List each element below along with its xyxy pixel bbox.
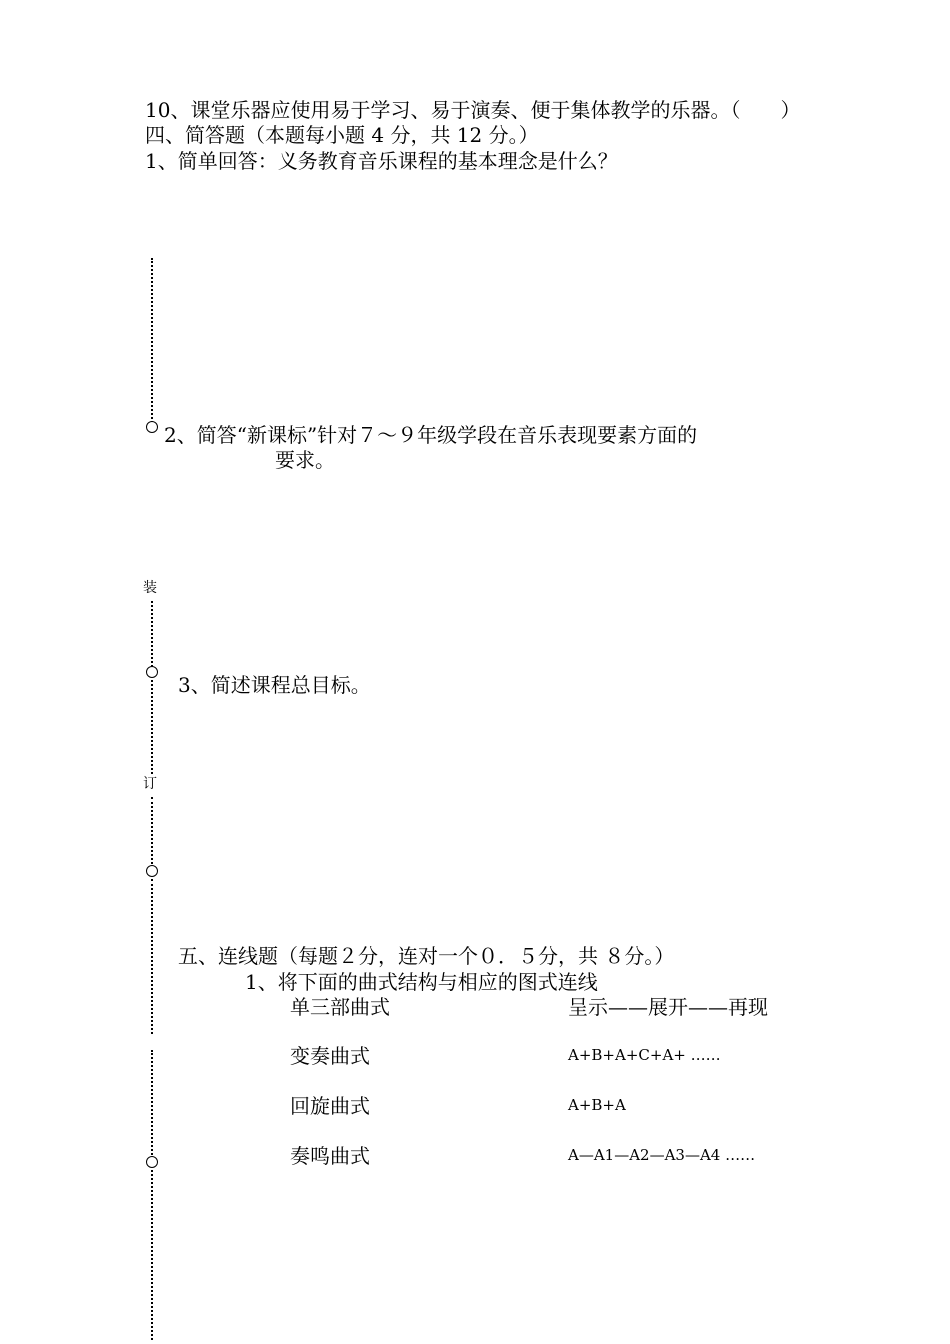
form-right-1: 呈示——展开——再现 (568, 995, 768, 1019)
form-right-2: A+B+A+C+A+ …… (568, 1046, 721, 1064)
binding-line-top (151, 258, 153, 423)
binding-line-4 (151, 797, 153, 864)
short-answer-2-line2: 要求。 (275, 448, 335, 472)
binding-char-ding: 订 (143, 776, 157, 792)
form-left-1: 单三部曲式 (290, 995, 390, 1019)
short-answer-3: 3、简述课程总目标。 (178, 673, 371, 697)
short-answer-2-line1: 2、简答“新课标”针对７～９年级学段在音乐表现要素方面的 (164, 423, 698, 447)
binding-ring-1 (146, 421, 158, 433)
form-left-3: 回旋曲式 (290, 1094, 370, 1118)
binding-line-5 (151, 879, 153, 1034)
form-left-2: 变奏曲式 (290, 1044, 370, 1068)
form-left-4: 奏鸣曲式 (290, 1144, 370, 1168)
section-5-title: 五、连线题（每题２分，连对一个０．５分，共 ８分。） (178, 944, 675, 968)
binding-line-6 (151, 1050, 153, 1155)
short-answer-1: 1、简单回答：义务教育音乐课程的基本理念是什么？ (145, 149, 618, 173)
binding-line-2 (151, 601, 153, 667)
binding-ring-4 (146, 1156, 158, 1168)
form-right-4: A—A1—A2—A3—A4 …… (568, 1146, 756, 1164)
binding-line-7 (151, 1170, 153, 1340)
binding-line-3 (151, 680, 153, 774)
binding-char-zhuang: 装 (143, 580, 157, 596)
form-right-3: A+B+A (568, 1096, 626, 1114)
matching-1-intro: 1、将下面的曲式结构与相应的图式连线 (245, 970, 598, 994)
question-10: 10、课堂乐器应使用易于学习、易于演奏、便于集体教学的乐器。（ ） (145, 98, 801, 122)
binding-ring-3 (146, 865, 158, 877)
section-4-title: 四、简答题（本题每小题 4 分，共 12 分。） (145, 123, 539, 147)
binding-ring-2 (146, 666, 158, 678)
